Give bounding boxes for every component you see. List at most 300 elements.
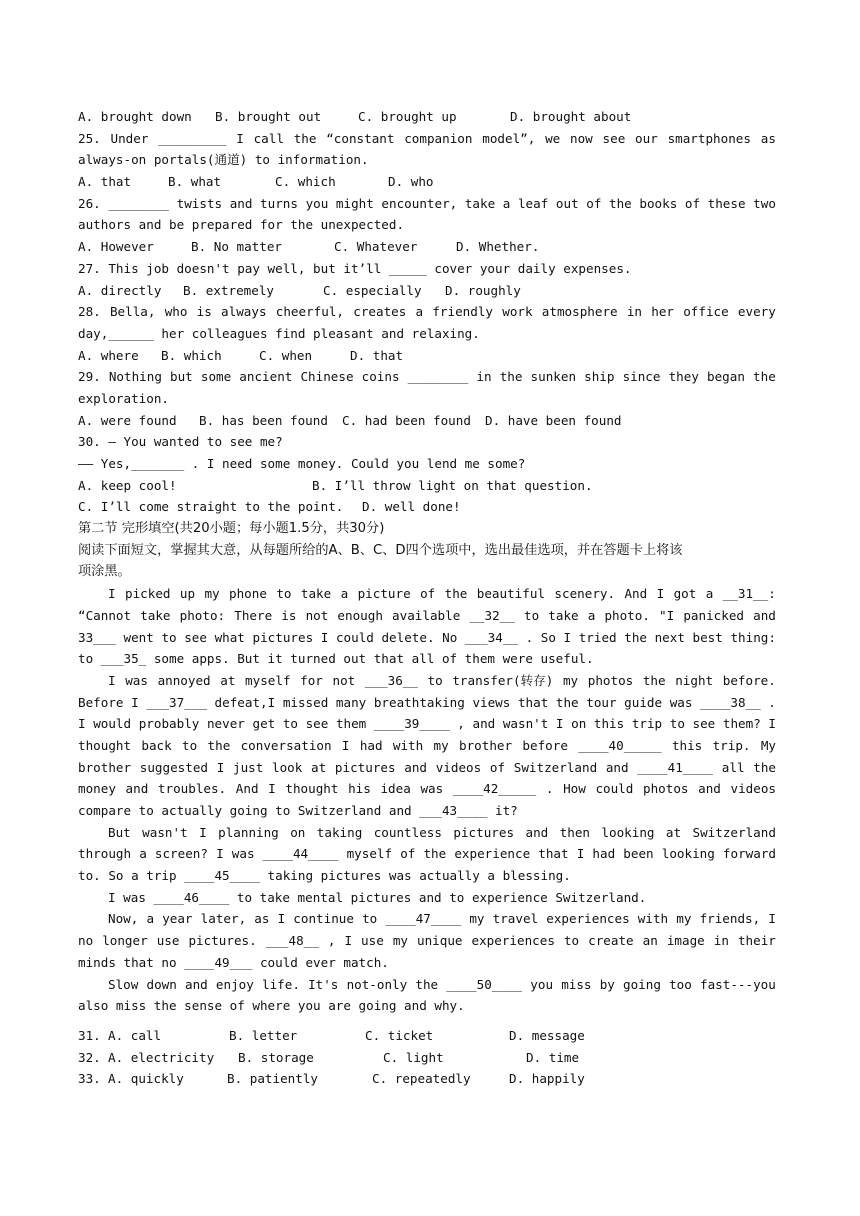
word: the (609, 195, 632, 211)
word: 25. (78, 130, 101, 146)
word: the (207, 737, 231, 753)
word: my (204, 586, 220, 602)
word: Switzerland (692, 824, 776, 840)
word: videos (730, 781, 776, 797)
word: pictures (453, 824, 515, 840)
option: C. ticket (365, 1027, 434, 1043)
word: twists (176, 195, 223, 211)
passage-line: compare to actually going to Switzerland and ___43____ it? (78, 803, 518, 818)
word: brother (78, 759, 132, 775)
word: office (683, 304, 729, 320)
word: ____39____ (373, 716, 450, 732)
option: A. keep cool! (78, 477, 177, 493)
word: take (464, 195, 496, 211)
passage-line (78, 908, 776, 930)
word: picked (124, 586, 171, 602)
word: that (517, 694, 549, 710)
answer-number: 32. (78, 1049, 109, 1065)
question-25-stem-cont: always-on portals(通道) to information. (78, 152, 369, 168)
word: , (457, 716, 465, 732)
word: of (400, 846, 416, 862)
word: the (499, 369, 523, 385)
word: up (179, 586, 196, 602)
option: C. I’ll come straight to the point. (78, 499, 344, 515)
word: is (281, 607, 297, 623)
word: panicked (683, 607, 744, 623)
word: see (184, 629, 207, 645)
option: A. call (108, 1027, 162, 1043)
passage-line (78, 605, 776, 627)
word: enjoy (215, 976, 254, 992)
word: our (635, 130, 658, 146)
word: of (684, 195, 701, 211)
word: breathtaking (373, 694, 465, 710)
word: year (162, 911, 193, 927)
question-27-stem: 27. This job doesn't pay well, but it’ll _____ cover your daily expenses. (78, 260, 632, 276)
question-27-options (78, 280, 776, 302)
word: was (125, 672, 148, 688)
word: continue (293, 911, 354, 927)
word: this (671, 737, 703, 753)
word: as (760, 130, 776, 146)
word: use (156, 933, 180, 949)
question-25-options (78, 171, 776, 193)
word: I (563, 629, 572, 645)
passage-line (78, 778, 776, 800)
option: D. that (350, 347, 404, 363)
word: been (623, 846, 654, 862)
word: ____40_____ (578, 737, 662, 753)
word: of (420, 586, 436, 602)
option: B. extremely (183, 282, 274, 298)
word: two (753, 195, 776, 211)
word: went (123, 629, 154, 645)
option: D. who (388, 174, 434, 190)
word: I (656, 586, 665, 602)
word: And (624, 586, 648, 602)
word: encounter, (381, 195, 458, 211)
word: photo: (179, 607, 226, 623)
option: B. I’ll throw light on that question. (312, 477, 593, 493)
passage-line (78, 627, 776, 649)
passage-line (78, 735, 776, 757)
word: views (472, 694, 511, 710)
word: going (623, 976, 661, 992)
word: the (555, 694, 579, 710)
word: every (737, 304, 776, 320)
word: not (332, 672, 356, 688)
word: had (359, 737, 383, 753)
word: travel (492, 911, 539, 927)
word: pictures (252, 629, 314, 645)
word: a (705, 586, 714, 602)
word: with (392, 737, 424, 753)
option: D. message (509, 1027, 585, 1043)
option: A. quickly (108, 1071, 184, 1087)
word: photos (587, 672, 634, 688)
question-28-stem (78, 301, 776, 323)
word: might (335, 195, 374, 211)
word: thought (78, 737, 132, 753)
word: companion (404, 130, 473, 146)
word: before (522, 737, 568, 753)
word: my (433, 737, 449, 753)
word: get (252, 716, 276, 732)
answer-row-32 (78, 1047, 776, 1069)
word: and (185, 976, 208, 992)
word: forward (722, 846, 776, 862)
word: photo. (604, 607, 650, 623)
question-29-options (78, 410, 776, 432)
answer-row-31 (78, 1025, 776, 1047)
word: by (599, 976, 615, 992)
word: ____42_____ (452, 781, 537, 797)
word: 26. (78, 195, 101, 211)
word: scenery. (554, 586, 616, 602)
word: planning (218, 824, 279, 840)
option: B. patiently (227, 1071, 318, 1087)
option: A. electricity (108, 1049, 215, 1065)
word: myself (346, 846, 393, 862)
question-24-options (78, 106, 776, 128)
word: There (234, 607, 273, 623)
word: and (125, 781, 149, 797)
word: ____50____ (446, 976, 523, 992)
word: sunken (530, 369, 577, 385)
word: you (305, 195, 329, 211)
word: work (502, 304, 533, 320)
word: was (669, 694, 693, 710)
word: the (642, 672, 666, 688)
word: the (415, 976, 439, 992)
option: B. letter (229, 1027, 298, 1043)
word: on (571, 716, 587, 732)
word: a (146, 911, 155, 927)
word: photos (642, 781, 689, 797)
word: 29. (78, 369, 101, 385)
word: looking (601, 824, 655, 840)
word: I (320, 629, 329, 645)
word: idea (380, 781, 411, 797)
word: ___36__ (364, 672, 418, 688)
word: turns (260, 195, 298, 211)
word: ________ (108, 195, 170, 211)
word: is (196, 304, 212, 320)
word: pictures (334, 759, 396, 775)
word: had (592, 846, 616, 862)
word: I (108, 672, 116, 688)
word: and (698, 781, 721, 797)
word: life. (261, 976, 300, 992)
passage-line: to. So a trip ____45____ taking pictures was actually a blessing. (78, 868, 571, 884)
answer-number: 33. (78, 1071, 109, 1087)
word: ___48__ (265, 933, 319, 949)
word: ___37___ (146, 694, 207, 710)
word: their (737, 933, 776, 949)
word: down (146, 976, 177, 992)
question-28-options (78, 345, 776, 367)
word: It's (308, 976, 339, 992)
word: experiences (471, 933, 555, 949)
passage-line (78, 583, 776, 605)
question-30-dialogue: —— Yes,_______ . I need some money. Could you lend me some? (78, 456, 526, 471)
option: C. Whatever (334, 239, 418, 255)
word: and (404, 759, 428, 775)
option: A. were found (78, 412, 177, 428)
passage-line: minds that no ____49___ could ever match. (78, 954, 389, 970)
passage-line (78, 757, 776, 779)
word: on (290, 824, 306, 840)
word: look (272, 759, 303, 775)
word: phone (229, 586, 267, 602)
word: a (502, 195, 511, 211)
word: pictures. (188, 933, 257, 949)
word: was (420, 781, 444, 797)
question-26-options (78, 236, 776, 258)
word: I (768, 716, 776, 732)
passage-line (78, 930, 776, 952)
word: was (231, 846, 255, 862)
word: now (570, 130, 593, 146)
word: I (108, 586, 116, 602)
word: an (642, 933, 658, 949)
word: unique (417, 933, 463, 949)
word: to (427, 672, 443, 688)
word: Nothing (108, 369, 162, 385)
document-page (78, 106, 776, 1090)
word: , (327, 933, 336, 949)
word: the (753, 369, 776, 385)
word: I (199, 824, 207, 840)
option: D. roughly (445, 282, 521, 298)
question-25-stem (78, 128, 776, 150)
word: myself (245, 672, 291, 688)
word: my (392, 933, 408, 949)
word: defeat,I (214, 694, 276, 710)
word: friends, (699, 911, 761, 927)
option: B. has been found (199, 412, 328, 428)
word: available (392, 607, 461, 623)
option: B. No matter (191, 239, 282, 255)
option: C. light (383, 1049, 444, 1065)
word: always (221, 304, 267, 320)
word: to (282, 716, 298, 732)
word: a (340, 586, 349, 602)
passage-line: I was ____46____ to take mental pictures and to experience Switzerland. (108, 889, 647, 905)
word: probably (138, 716, 200, 732)
word: trip (631, 716, 663, 732)
word: them (335, 716, 367, 732)
word: __31__: (722, 586, 776, 602)
word: this (593, 716, 625, 732)
word: model”, (482, 130, 536, 146)
word: I (344, 933, 353, 949)
question-30-options-row1 (78, 475, 776, 497)
word: _________ (158, 130, 227, 146)
word: So (540, 629, 556, 645)
word: And (235, 781, 259, 797)
word: transfer(转存) (452, 672, 554, 688)
word: I (277, 911, 286, 927)
question-29-stem (78, 366, 776, 388)
word: of (489, 759, 506, 775)
option: B. storage (238, 1049, 314, 1065)
word: 33___ (78, 629, 116, 645)
question-26-stem-cont: authors and be prepared for the unexpected. (78, 217, 405, 233)
option: C. when (259, 347, 313, 363)
question-30-options-row2 (78, 496, 776, 518)
word: image (666, 933, 705, 949)
word: ___34__ (464, 629, 518, 645)
option: A. where (78, 347, 139, 363)
word: but (170, 369, 193, 385)
word: __32__ (469, 607, 515, 623)
word: my (562, 672, 579, 688)
word: No (442, 629, 458, 645)
option: D. have been found (485, 412, 622, 428)
word: I (131, 694, 139, 710)
word: ancient (239, 369, 293, 385)
word: then (559, 824, 590, 840)
word: out (555, 195, 579, 211)
word: videos (435, 759, 482, 775)
word: what (214, 629, 245, 645)
word: thought (285, 781, 339, 797)
word: in (626, 304, 643, 320)
word: But (108, 824, 131, 840)
word: missed (282, 694, 329, 710)
word: brother (459, 737, 513, 753)
section-heading: 第二节 完形填空(共20小题；每小题1.5分，共30分) (78, 521, 385, 537)
word: just (232, 759, 264, 775)
word: tried (578, 629, 617, 645)
word: Before (78, 694, 124, 710)
word: could (335, 629, 374, 645)
word: them? (722, 716, 761, 732)
word: some (200, 369, 232, 385)
word: books (639, 195, 678, 211)
word: my (676, 911, 692, 927)
word: these (707, 195, 746, 211)
word: annoyed (157, 672, 211, 688)
option: A. However (78, 239, 154, 255)
word: . (525, 629, 534, 645)
word: began (707, 369, 745, 385)
section-instructions-cont: 项涂黑。 (78, 564, 131, 580)
word: How (563, 781, 586, 797)
word: his (348, 781, 371, 797)
word: for (300, 672, 323, 688)
spacer (78, 1017, 776, 1025)
word: too (669, 976, 692, 992)
word: use (361, 933, 384, 949)
word: create (588, 933, 634, 949)
word: at (665, 824, 682, 840)
option: B. what (168, 174, 222, 190)
word: a (139, 846, 147, 862)
word: take (548, 607, 579, 623)
option: C. had been found (342, 412, 471, 428)
word: not-only (346, 976, 408, 992)
word: . (545, 781, 554, 797)
word: in (476, 369, 492, 385)
word: I (576, 846, 585, 862)
word: to (161, 629, 177, 645)
word: the (423, 846, 447, 862)
word: Chinese (300, 369, 354, 385)
word: creates (353, 304, 407, 320)
word: “Cannot (78, 607, 132, 623)
word: experiences (546, 911, 630, 927)
word: later, (200, 911, 247, 927)
word: back (141, 737, 172, 753)
word: of (586, 195, 602, 211)
word: coins (361, 369, 400, 385)
word: to (362, 911, 378, 927)
word: cheerful, (275, 304, 345, 320)
word: I (341, 737, 350, 753)
word: the (624, 629, 647, 645)
word: that (538, 846, 569, 862)
word: would (93, 716, 132, 732)
word: ________ (407, 369, 469, 385)
word: ____44____ (262, 846, 339, 862)
word: the (444, 586, 468, 602)
word: take (300, 586, 332, 602)
word: a (415, 304, 424, 320)
section-instructions: 阅读下面短文，掌握其大意，从每题所给的A、B、C、D四个选项中，选出最佳选项，并在答题卡上将该 (78, 542, 683, 558)
word: tour (586, 694, 617, 710)
word: countless (373, 824, 442, 840)
word: no (78, 933, 94, 949)
word: ____38__ (700, 694, 761, 710)
word: to (563, 933, 580, 949)
word: and (229, 195, 253, 211)
word: 28. (78, 304, 101, 320)
word: they (668, 369, 699, 385)
answer-row-33 (78, 1068, 776, 1090)
word: wasn't (502, 716, 549, 732)
option: D. Whether. (456, 239, 540, 255)
word: money (78, 781, 116, 797)
word: the (293, 130, 317, 146)
word: experience (454, 846, 531, 862)
word: picture (357, 586, 411, 602)
word: see (692, 716, 716, 732)
passage-line (78, 843, 776, 865)
option: C. which (275, 174, 336, 190)
word: before. (722, 672, 776, 688)
word: many (335, 694, 367, 710)
word: fast---you (700, 976, 776, 992)
question-29-stem-cont: exploration. (78, 390, 169, 406)
word: . (768, 694, 776, 710)
word: ship (584, 369, 615, 385)
word: atmosphere (541, 304, 618, 320)
word: to (669, 716, 685, 732)
word: and (753, 607, 776, 623)
word: take (140, 607, 171, 623)
word: see (602, 130, 626, 146)
word: I (268, 781, 276, 797)
option: B. which (161, 347, 222, 363)
word: call (253, 130, 284, 146)
passage-line: also miss the sense of where you are going and why. (78, 998, 465, 1014)
option: C. repeatedly (372, 1071, 471, 1087)
option: A. that (78, 174, 132, 190)
question-30-stem: 30. — You wanted to see me? (78, 434, 283, 450)
word: thing: (730, 629, 776, 645)
